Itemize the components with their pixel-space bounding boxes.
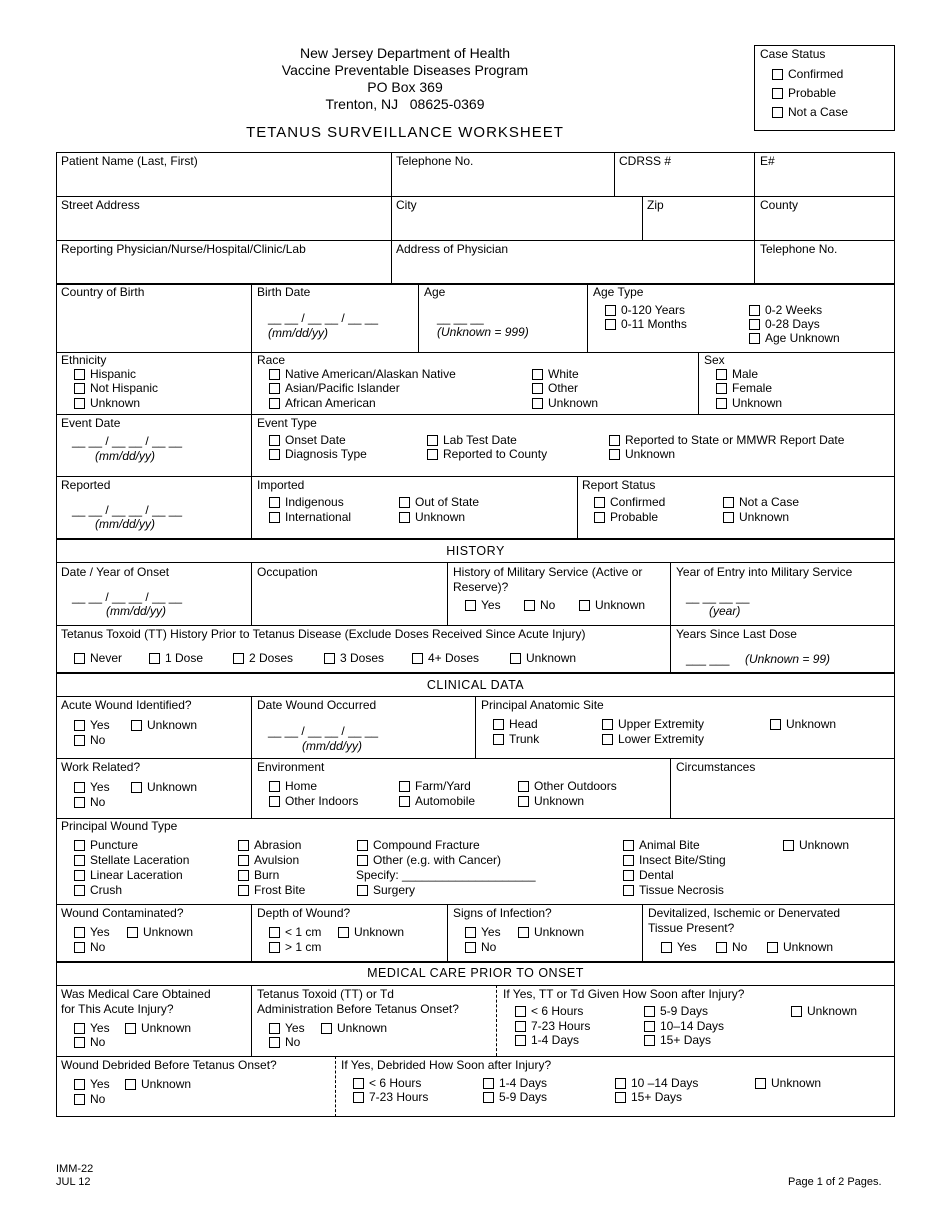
wound-type-label: Principal Wound Type: [61, 819, 178, 833]
devitalized-unknown-checkbox[interactable]: Unknown: [767, 940, 833, 954]
tt-admin-label: Tetanus Toxoid (TT) or Td: [257, 987, 394, 1001]
tt-admin-no-checkbox[interactable]: No: [269, 1035, 300, 1049]
acute-no-checkbox[interactable]: No: [74, 733, 105, 747]
birth-date-format: (mm/dd/yy): [268, 326, 328, 340]
imported-label: Imported: [257, 478, 305, 492]
work-no-checkbox[interactable]: No: [74, 795, 105, 809]
case-probable-checkbox[interactable]: Probable: [772, 86, 889, 100]
tt-3-doses-checkbox[interactable]: 3 Doses: [324, 651, 384, 665]
military-no-checkbox[interactable]: No: [524, 598, 555, 612]
years-unknown-note: (Unknown = 99): [745, 652, 831, 666]
age-type-label: Age Type: [593, 285, 644, 299]
debrided-soon-unknown-checkbox[interactable]: Unknown: [755, 1076, 821, 1090]
environment-label: Environment: [257, 760, 325, 774]
tt-how-soon-label: If Yes, TT or Td Given How Soon after Injury?: [503, 987, 745, 1001]
wound-unknown-checkbox[interactable]: Unknown: [783, 838, 849, 852]
wound-crush-checkbox[interactable]: Crush: [74, 883, 122, 897]
years-since-dose-label: Years Since Last Dose: [676, 627, 797, 641]
debrided-unknown-checkbox[interactable]: Unknown: [125, 1077, 191, 1091]
age-0-2-weeks-checkbox[interactable]: 0-2 Weeks: [749, 303, 822, 317]
case-not-a-case-checkbox[interactable]: Not a Case: [772, 105, 889, 119]
depth-more-1cm-checkbox[interactable]: > 1 cm: [269, 940, 321, 954]
work-yes-checkbox[interactable]: Yes: [74, 780, 110, 794]
race-white-checkbox[interactable]: White: [532, 367, 579, 381]
devitalized-no-checkbox[interactable]: No: [716, 940, 747, 954]
debrided-1-4-days-checkbox[interactable]: 1-4 Days: [483, 1076, 547, 1090]
env-home-checkbox[interactable]: Home: [269, 779, 317, 793]
tt-admin-yes-checkbox[interactable]: Yes: [269, 1021, 305, 1035]
work-unknown-checkbox[interactable]: Unknown: [131, 780, 197, 794]
contaminated-label: Wound Contaminated?: [61, 906, 184, 920]
contaminated-unknown-checkbox[interactable]: Unknown: [127, 925, 193, 939]
reported-date-format: (mm/dd/yy): [95, 517, 155, 531]
ethnicity-hispanic-checkbox[interactable]: Hispanic: [74, 367, 136, 381]
tt-history-label: Tetanus Toxoid (TT) History Prior to Tetanus Disease (Exclude Doses Received Since Acute Injury): [61, 627, 586, 641]
page-number: Page 1 of 2 Pages.: [788, 1176, 882, 1188]
env-unknown-checkbox[interactable]: Unknown: [518, 794, 584, 808]
report-probable-checkbox[interactable]: Probable: [594, 510, 658, 524]
po-box: PO Box 369: [367, 79, 443, 95]
imported-out-of-state-checkbox[interactable]: Out of State: [399, 495, 479, 509]
wound-dental-checkbox[interactable]: Dental: [623, 868, 674, 882]
tt-1-dose-checkbox[interactable]: 1 Dose: [149, 651, 203, 665]
city-address: Trenton, NJ 08625-0369: [325, 96, 485, 112]
debrided-15plus-days-checkbox[interactable]: 15+ Days: [615, 1090, 682, 1104]
tt-4plus-doses-checkbox[interactable]: 4+ Doses: [412, 651, 479, 665]
infection-label: Signs of Infection?: [453, 906, 552, 920]
wound-compound-fracture-checkbox[interactable]: Compound Fracture: [357, 838, 480, 852]
care-no-checkbox[interactable]: No: [74, 1035, 105, 1049]
debrided-label: Wound Debrided Before Tetanus Onset?: [61, 1058, 277, 1072]
event-reported-county-checkbox[interactable]: Reported to County: [427, 447, 547, 461]
physician-address-label: Address of Physician: [396, 242, 509, 256]
wound-stellate-checkbox[interactable]: Stellate Laceration: [74, 853, 189, 867]
infection-yes-checkbox[interactable]: Yes: [465, 925, 501, 939]
acute-unknown-checkbox[interactable]: Unknown: [131, 718, 197, 732]
tt-2-doses-checkbox[interactable]: 2 Doses: [233, 651, 293, 665]
depth-unknown-checkbox[interactable]: Unknown: [338, 925, 404, 939]
case-confirmed-checkbox[interactable]: Confirmed: [772, 67, 889, 81]
debrided-5-9-days-checkbox[interactable]: 5-9 Days: [483, 1090, 547, 1104]
env-automobile-checkbox[interactable]: Automobile: [399, 794, 475, 808]
sex-unknown-checkbox[interactable]: Unknown: [716, 396, 782, 410]
wound-surgery-checkbox[interactable]: Surgery: [357, 883, 415, 897]
wound-avulsion-checkbox[interactable]: Avulsion: [238, 853, 299, 867]
reported-date-blank[interactable]: __ __ / __ __ / __ __: [72, 503, 183, 517]
tt-never-checkbox[interactable]: Never: [74, 651, 122, 665]
event-type-label: Event Type: [257, 416, 317, 430]
race-label: Race: [257, 353, 286, 367]
military-unknown-checkbox[interactable]: Unknown: [579, 598, 645, 612]
event-unknown-checkbox[interactable]: Unknown: [609, 447, 675, 461]
military-label-cont: Reserve)?: [453, 580, 509, 594]
history-section-title: HISTORY: [446, 544, 505, 558]
age-unknown-checkbox[interactable]: Age Unknown: [749, 331, 840, 345]
onset-date-blank[interactable]: __ __ / __ __ / __ __: [72, 590, 183, 604]
medical-section-title: MEDICAL CARE PRIOR TO ONSET: [367, 966, 584, 980]
wound-puncture-checkbox[interactable]: Puncture: [74, 838, 138, 852]
wound-specify-field[interactable]: Specify: ____________________: [356, 868, 536, 882]
military-entry-label: Year of Entry into Military Service: [676, 565, 853, 579]
tt-soon-unknown-checkbox[interactable]: Unknown: [791, 1004, 857, 1018]
military-entry-blank[interactable]: __ __ __ __: [686, 590, 750, 604]
care-obtained-label: Was Medical Care Obtained: [61, 987, 211, 1001]
birth-date-blank[interactable]: __ __ / __ __ / __ __: [268, 311, 379, 325]
city-label: City: [396, 198, 417, 212]
tt-less-6-hours-checkbox[interactable]: < 6 Hours: [515, 1004, 583, 1018]
env-farm-yard-checkbox[interactable]: Farm/Yard: [399, 779, 471, 793]
ethnicity-unknown-checkbox[interactable]: Unknown: [74, 396, 140, 410]
wound-linear-checkbox[interactable]: Linear Laceration: [74, 868, 183, 882]
street-address-label: Street Address: [61, 198, 140, 212]
event-onset-date-checkbox[interactable]: Onset Date: [269, 433, 346, 447]
event-date-format: (mm/dd/yy): [95, 449, 155, 463]
circumstances-label: Circumstances: [676, 760, 756, 774]
debrided-soon-label: If Yes, Debrided How Soon after Injury?: [341, 1058, 552, 1072]
debrided-less-6-hours-checkbox[interactable]: < 6 Hours: [353, 1076, 421, 1090]
page-title: TETANUS SURVEILLANCE WORKSHEET: [246, 124, 564, 141]
tt-admin-label-cont: Administration Before Tetanus Onset?: [257, 1002, 459, 1016]
age-unknown-note: (Unknown = 999): [437, 325, 529, 339]
county-label: County: [760, 198, 799, 212]
imported-international-checkbox[interactable]: International: [269, 510, 351, 524]
infection-unknown-checkbox[interactable]: Unknown: [518, 925, 584, 939]
care-obtained-label-cont: for This Acute Injury?: [61, 1002, 174, 1016]
event-date-blank[interactable]: __ __ / __ __ / __ __: [72, 434, 183, 448]
debrided-no-checkbox[interactable]: No: [74, 1092, 105, 1106]
env-other-outdoors-checkbox[interactable]: Other Outdoors: [518, 779, 617, 793]
sex-male-checkbox[interactable]: Male: [716, 367, 758, 381]
imported-unknown-checkbox[interactable]: Unknown: [399, 510, 465, 524]
acute-wound-label: Acute Wound Identified?: [61, 698, 192, 712]
military-entry-format: (year): [709, 604, 741, 618]
physician-phone-label: Telephone No.: [760, 242, 838, 256]
report-unknown-checkbox[interactable]: Unknown: [723, 510, 789, 524]
military-label: History of Military Service (Active or: [453, 565, 643, 579]
work-related-label: Work Related?: [61, 760, 141, 774]
tt-unknown-checkbox[interactable]: Unknown: [510, 651, 576, 665]
form-number: IMM-22: [56, 1163, 94, 1175]
devitalized-label: Devitalized, Ischemic or Denervated: [648, 906, 841, 920]
wound-insect-bite-checkbox[interactable]: Insect Bite/Sting: [623, 853, 726, 867]
ethnicity-not-hispanic-checkbox[interactable]: Not Hispanic: [74, 381, 158, 395]
wound-abrasion-checkbox[interactable]: Abrasion: [238, 838, 301, 852]
country-of-birth-label: Country of Birth: [61, 285, 145, 299]
devitalized-yes-checkbox[interactable]: Yes: [661, 940, 697, 954]
tt-15plus-days-checkbox[interactable]: 15+ Days: [644, 1033, 711, 1047]
contaminated-yes-checkbox[interactable]: Yes: [74, 925, 110, 939]
wound-other-checkbox[interactable]: Other (e.g. with Cancer): [357, 853, 501, 867]
anatomic-site-label: Principal Anatomic Site: [481, 698, 604, 712]
report-status-label: Report Status: [582, 478, 656, 492]
depth-label: Depth of Wound?: [257, 906, 351, 920]
event-lab-test-date-checkbox[interactable]: Lab Test Date: [427, 433, 517, 447]
onset-date-label: Date / Year of Onset: [61, 565, 170, 579]
wound-tissue-necrosis-checkbox[interactable]: Tissue Necrosis: [623, 883, 724, 897]
tt-7-23-hours-checkbox[interactable]: 7-23 Hours: [515, 1019, 590, 1033]
infection-no-checkbox[interactable]: No: [465, 940, 496, 954]
env-other-indoors-checkbox[interactable]: Other Indoors: [269, 794, 358, 808]
wound-burn-checkbox[interactable]: Burn: [238, 868, 279, 882]
e-number-label: E#: [760, 154, 775, 168]
site-unknown-checkbox[interactable]: Unknown: [770, 717, 836, 731]
reporter-label: Reporting Physician/Nurse/Hospital/Clinic/Lab: [61, 242, 306, 256]
birth-date-label: Birth Date: [257, 285, 311, 299]
program-name: Vaccine Preventable Diseases Program: [281, 62, 529, 78]
onset-date-format: (mm/dd/yy): [106, 604, 166, 618]
site-trunk-checkbox[interactable]: Trunk: [493, 732, 539, 746]
report-confirmed-checkbox[interactable]: Confirmed: [594, 495, 665, 509]
date-wound-format: (mm/dd/yy): [302, 739, 362, 753]
event-reported-state-checkbox[interactable]: Reported to State or MMWR Report Date: [609, 433, 844, 447]
site-head-checkbox[interactable]: Head: [493, 717, 538, 731]
reported-label: Reported: [61, 478, 111, 492]
race-asian-pacific-checkbox[interactable]: Asian/Pacific Islander: [269, 381, 400, 395]
age-0-11-months-checkbox[interactable]: 0-11 Months: [605, 317, 687, 331]
care-yes-checkbox[interactable]: Yes: [74, 1021, 110, 1035]
case-status-box: [754, 45, 895, 131]
age-label: Age: [424, 285, 446, 299]
race-native-american-checkbox[interactable]: Native American/Alaskan Native: [269, 367, 456, 381]
contaminated-no-checkbox[interactable]: No: [74, 940, 105, 954]
wound-frost-bite-checkbox[interactable]: Frost Bite: [238, 883, 305, 897]
clinical-section-title: CLINICAL DATA: [426, 678, 525, 692]
depth-less-1cm-checkbox[interactable]: < 1 cm: [269, 925, 321, 939]
debrided-10-14-days-checkbox[interactable]: 10 –14 Days: [615, 1076, 698, 1090]
debrided-yes-checkbox[interactable]: Yes: [74, 1077, 110, 1091]
report-not-a-case-checkbox[interactable]: Not a Case: [723, 495, 799, 509]
devitalized-label-cont: Tissue Present?: [648, 921, 735, 935]
case-status-label: Case Status: [760, 47, 826, 61]
patient-phone-label: Telephone No.: [396, 154, 474, 168]
zip-label: Zip: [647, 198, 664, 212]
tt-5-9-days-checkbox[interactable]: 5-9 Days: [644, 1004, 708, 1018]
form-date: JUL 12: [56, 1176, 91, 1188]
tt-10-14-days-checkbox[interactable]: 10–14 Days: [644, 1019, 724, 1033]
military-yes-checkbox[interactable]: Yes: [465, 598, 501, 612]
org-name: New Jersey Department of Health: [299, 45, 511, 61]
age-0-120-years-checkbox[interactable]: 0-120 Years: [605, 303, 685, 317]
race-african-american-checkbox[interactable]: African American: [269, 396, 376, 410]
event-date-label: Event Date: [61, 416, 121, 430]
tt-admin-unknown-checkbox[interactable]: Unknown: [321, 1021, 387, 1035]
cdrss-label: CDRSS #: [619, 154, 672, 168]
site-lower-extremity-checkbox[interactable]: Lower Extremity: [602, 732, 704, 746]
acute-yes-checkbox[interactable]: Yes: [74, 718, 110, 732]
race-unknown-checkbox[interactable]: Unknown: [532, 396, 598, 410]
tt-1-4-days-checkbox[interactable]: 1-4 Days: [515, 1033, 579, 1047]
wound-animal-bite-checkbox[interactable]: Animal Bite: [623, 838, 700, 852]
date-wound-label: Date Wound Occurred: [257, 698, 377, 712]
occupation-label: Occupation: [257, 565, 318, 579]
years-since-dose-blank[interactable]: ___ ___: [686, 652, 730, 666]
ethnicity-label: Ethnicity: [61, 353, 107, 367]
imported-indigenous-checkbox[interactable]: Indigenous: [269, 495, 344, 509]
age-0-28-days-checkbox[interactable]: 0-28 Days: [749, 317, 820, 331]
care-unknown-checkbox[interactable]: Unknown: [125, 1021, 191, 1035]
sex-label: Sex: [704, 353, 725, 367]
race-other-checkbox[interactable]: Other: [532, 381, 578, 395]
event-diagnosis-type-checkbox[interactable]: Diagnosis Type: [269, 447, 367, 461]
date-wound-blank[interactable]: __ __ / __ __ / __ __: [268, 724, 379, 738]
debrided-7-23-hours-checkbox[interactable]: 7-23 Hours: [353, 1090, 428, 1104]
site-upper-extremity-checkbox[interactable]: Upper Extremity: [602, 717, 704, 731]
patient-name-label: Patient Name (Last, First): [61, 154, 198, 168]
sex-female-checkbox[interactable]: Female: [716, 381, 772, 395]
age-blank[interactable]: __ __ __: [437, 311, 484, 325]
